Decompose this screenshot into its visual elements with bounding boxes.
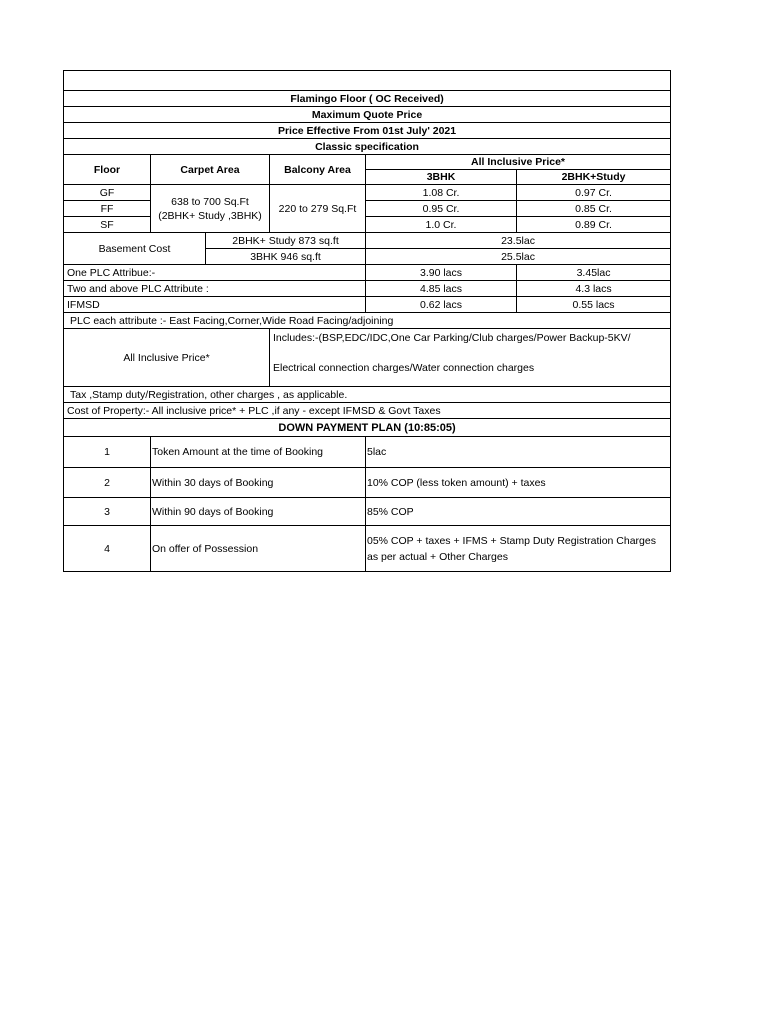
- carpet-area-range: 638 to 700 Sq.Ft: [171, 195, 249, 208]
- payment-title-row: [64, 419, 671, 437]
- payment-plan-title: DOWN PAYMENT PLAN (10:85:05): [64, 419, 671, 437]
- payment-stage: On offer of Possession: [151, 526, 366, 572]
- sheet-title: Flamingo Floor ( OC Received): [64, 91, 671, 107]
- plc-2bhk-study: 4.3 lacs: [517, 281, 671, 297]
- basement-label: Basement Cost: [64, 233, 206, 265]
- carpet-area-types: (2BHK+ Study ,3BHK): [158, 209, 262, 222]
- payment-no: 2: [64, 468, 151, 498]
- inclusive-line-2: Electrical connection charges/Water connection charges: [273, 362, 535, 374]
- balcony-area-header: Balcony Area: [270, 155, 366, 185]
- floor-name: SF: [64, 217, 151, 233]
- cost-note-row: [64, 403, 671, 419]
- spec-row: [64, 139, 671, 155]
- payment-no: 3: [64, 498, 151, 526]
- price-3bhk: 1.0 Cr.: [366, 217, 517, 233]
- plc-2bhk-study: 3.45lac: [517, 265, 671, 281]
- price-sheet-table: [63, 70, 671, 572]
- inclusive-row: [64, 329, 671, 387]
- all-inclusive-header: All Inclusive Price*: [366, 155, 671, 170]
- payment-amount: 85% COP: [366, 498, 671, 526]
- floor-header: Floor: [64, 155, 151, 185]
- payment-amount: 10% COP (less token amount) + taxes: [366, 468, 671, 498]
- payment-no: 4: [64, 526, 151, 572]
- balcony-area-value: 220 to 279 Sq.Ft: [270, 185, 366, 233]
- floor-name: GF: [64, 185, 151, 201]
- plc-3bhk: 0.62 lacs: [366, 297, 517, 313]
- payment-stage: Within 30 days of Booking: [151, 468, 366, 498]
- inclusive-details: [270, 329, 671, 387]
- carpet-area-header: Carpet Area: [151, 155, 270, 185]
- plc-row: [64, 265, 671, 281]
- plc-2bhk-study: 0.55 lacs: [517, 297, 671, 313]
- tax-note-row: [64, 387, 671, 403]
- plc-note-row: [64, 313, 671, 329]
- payment-row: [64, 526, 671, 572]
- payment-amount: 5lac: [366, 437, 671, 468]
- basement-row: [64, 233, 671, 249]
- price-2bhk-study: 0.97 Cr.: [517, 185, 671, 201]
- payment-amount: 05% COP + taxes + IFMS + Stamp Duty Registration Charges as per actual + Other Charges: [366, 526, 671, 572]
- bhk2s-header: 2BHK+Study: [517, 170, 671, 185]
- floor-row: [64, 185, 671, 201]
- plc-3bhk: 4.85 lacs: [366, 281, 517, 297]
- basement-price: 23.5lac: [366, 233, 671, 249]
- basement-type: 3BHK 946 sq.ft: [206, 249, 366, 265]
- plc-3bhk: 3.90 lacs: [366, 265, 517, 281]
- plc-row: [64, 297, 671, 313]
- price-3bhk: 1.08 Cr.: [366, 185, 517, 201]
- effective-row: [64, 123, 671, 139]
- plc-label: Two and above PLC Attribute :: [64, 281, 366, 297]
- payment-no: 1: [64, 437, 151, 468]
- sheet-subtitle: Maximum Quote Price: [64, 107, 671, 123]
- plc-label: One PLC Attribue:-: [64, 265, 366, 281]
- bhk3-header: 3BHK: [366, 170, 517, 185]
- specification: Classic specification: [64, 139, 671, 155]
- price-2bhk-study: 0.85 Cr.: [517, 201, 671, 217]
- basement-price: 25.5lac: [366, 249, 671, 265]
- plc-note: PLC each attribute :- East Facing,Corner,Wide Road Facing/adjoining: [64, 313, 671, 329]
- carpet-area-value: [151, 185, 270, 233]
- payment-row: [64, 468, 671, 498]
- title-row: [64, 91, 671, 107]
- blank-row: [64, 71, 671, 91]
- floor-name: FF: [64, 201, 151, 217]
- payment-row: [64, 437, 671, 468]
- price-2bhk-study: 0.89 Cr.: [517, 217, 671, 233]
- header-row: [64, 155, 671, 170]
- subtitle-row: [64, 107, 671, 123]
- plc-row: [64, 281, 671, 297]
- basement-type: 2BHK+ Study 873 sq.ft: [206, 233, 366, 249]
- payment-stage: Within 90 days of Booking: [151, 498, 366, 526]
- plc-label: IFMSD: [64, 297, 366, 313]
- price-3bhk: 0.95 Cr.: [366, 201, 517, 217]
- effective-date: Price Effective From 01st July' 2021: [64, 123, 671, 139]
- payment-row: [64, 498, 671, 526]
- cost-note: Cost of Property:- All inclusive price* + PLC ,if any - except IFMSD & Govt Taxes: [64, 403, 671, 419]
- inclusive-label: All Inclusive Price*: [64, 329, 270, 387]
- payment-stage: Token Amount at the time of Booking: [151, 437, 366, 468]
- inclusive-line-1: Includes:-(BSP,EDC/IDC,One Car Parking/Club charges/Power Backup-5KV/: [273, 332, 631, 344]
- tax-note: Tax ,Stamp duty/Registration, other charges , as applicable.: [64, 387, 671, 403]
